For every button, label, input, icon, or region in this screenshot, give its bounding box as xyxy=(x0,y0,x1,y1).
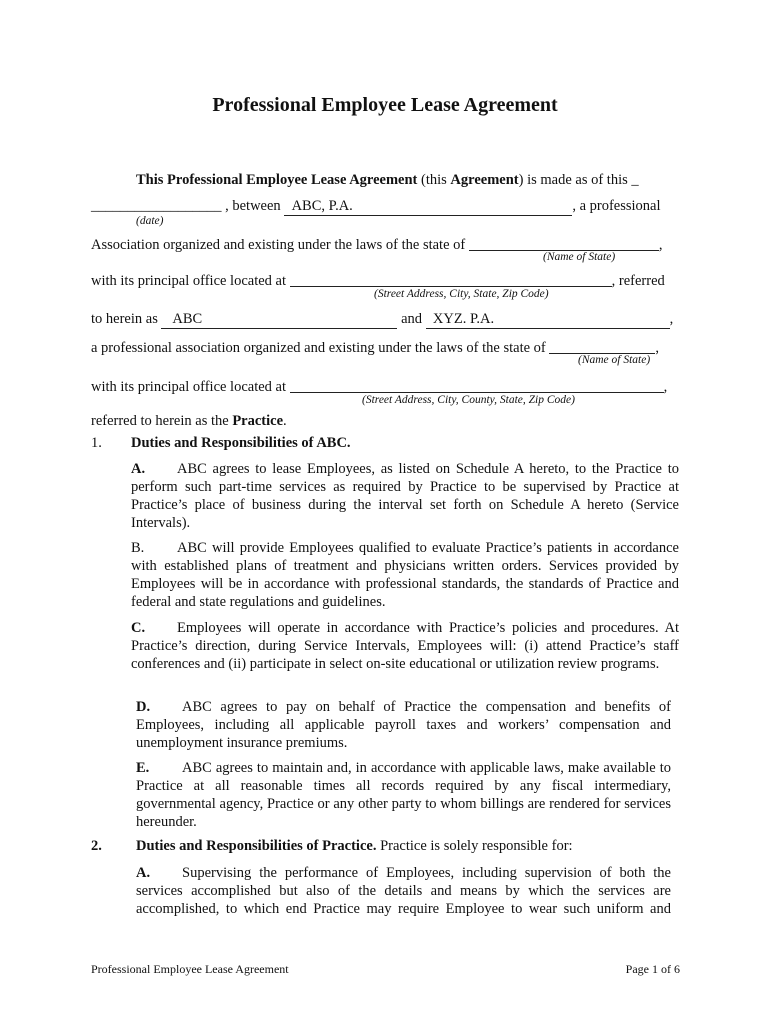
intro-line-6: a professional association organized and existing under the laws of the state of , xyxy=(91,340,659,356)
intro-line-4: with its principal office located at , referred xyxy=(91,273,665,289)
section-1-number: 1. xyxy=(91,435,102,451)
section-1-item-d: D. ABC agrees to pay on behalf of Practice the compensation and benefits of Employees, including all applicable payroll taxes and workers’ compensation and unemployment insurance premiums. xyxy=(136,699,671,751)
section-1-item-e: E. ABC agrees to maintain and, in accordance with applicable laws, make available to Practice at all reasonable times all records required by any fiscal intermediary, governmental agency, Practice or any other party to whom billings are rendered for services hereunder. xyxy=(136,760,671,830)
section-1-item-a: A. ABC agrees to lease Employees, as listed on Schedule A hereto, to the Practice to perform such part-time services as required by Practice to be supervised by Practice at Practice’s place of business during the interval set forth on Schedule A hereto (Service Intervals). xyxy=(131,461,679,531)
party1-field[interactable]: ABC, P.A. xyxy=(284,198,572,216)
party2-field[interactable]: XYZ. P.A. xyxy=(426,311,670,329)
section-2-heading: Duties and Responsibilities of Practice. Practice is solely responsible for: xyxy=(136,838,573,854)
agreement-term: Agreement xyxy=(450,172,519,188)
section-1-item-c: C. Employees will operate in accordance with Practice’s policies and procedures. At Practice’s direction, during Service Intervals, Employees will: (i) attend Practice’s staff conferences and (ii) participate in select on-site educational or utilization review programs. xyxy=(131,620,679,672)
state-field-1[interactable] xyxy=(469,236,659,251)
footer-title: Professional Employee Lease Agreement xyxy=(91,962,289,976)
hint-date: (date) xyxy=(136,215,164,227)
hint-state-2: (Name of State) xyxy=(578,354,651,366)
section-2-number: 2. xyxy=(91,838,102,854)
address-field-2[interactable] xyxy=(290,378,664,393)
intro-line-1: This Professional Employee Lease Agreement (this Agreement) is made as of this _ xyxy=(136,172,639,188)
intro-line-5: to herein as ABC and XYZ. P.A. , xyxy=(91,311,674,327)
intro-line-3: Association organized and existing under the laws of the state of , xyxy=(91,237,663,253)
address-field-1[interactable] xyxy=(290,272,612,287)
practice-term: Practice xyxy=(232,413,284,429)
intro-line-7: with its principal office located at , xyxy=(91,379,668,395)
intro-line-8: referred to herein as the Practice. xyxy=(91,413,287,429)
section-1-heading: Duties and Responsibilities of ABC. xyxy=(131,435,351,451)
section-2-item-a: A. Supervising the performance of Employees, including supervision of both the services accomplished but also of the details and means by which the services are accomplished, to which end Practice may require Employee to wear such uniform and xyxy=(136,865,671,917)
date-blank[interactable]: __________________ xyxy=(91,198,222,214)
state-field-2[interactable] xyxy=(549,339,655,354)
section-1-item-b: B. ABC will provide Employees qualified to evaluate Practice’s patients in accordance with established plans of treatment and physicians written orders. Services provided by Employees will be in accordance with professional standards, the standards of Practice and federal and state regulations and guidelines. xyxy=(131,540,679,610)
page-number: Page 1 of 6 xyxy=(625,962,680,976)
hint-state-1: (Name of State) xyxy=(543,251,616,263)
hint-address-2: (Street Address, City, County, State, Zip Code) xyxy=(362,394,575,406)
document-title: Professional Employee Lease Agreement xyxy=(212,94,558,116)
intro-line-2: __________________ , between ABC, P.A. , a professional xyxy=(91,198,661,214)
short-name-field[interactable]: ABC xyxy=(161,311,397,329)
agreement-name: This Professional Employee Lease Agreement xyxy=(136,172,418,188)
hint-address-1: (Street Address, City, State, Zip Code) xyxy=(374,288,549,300)
